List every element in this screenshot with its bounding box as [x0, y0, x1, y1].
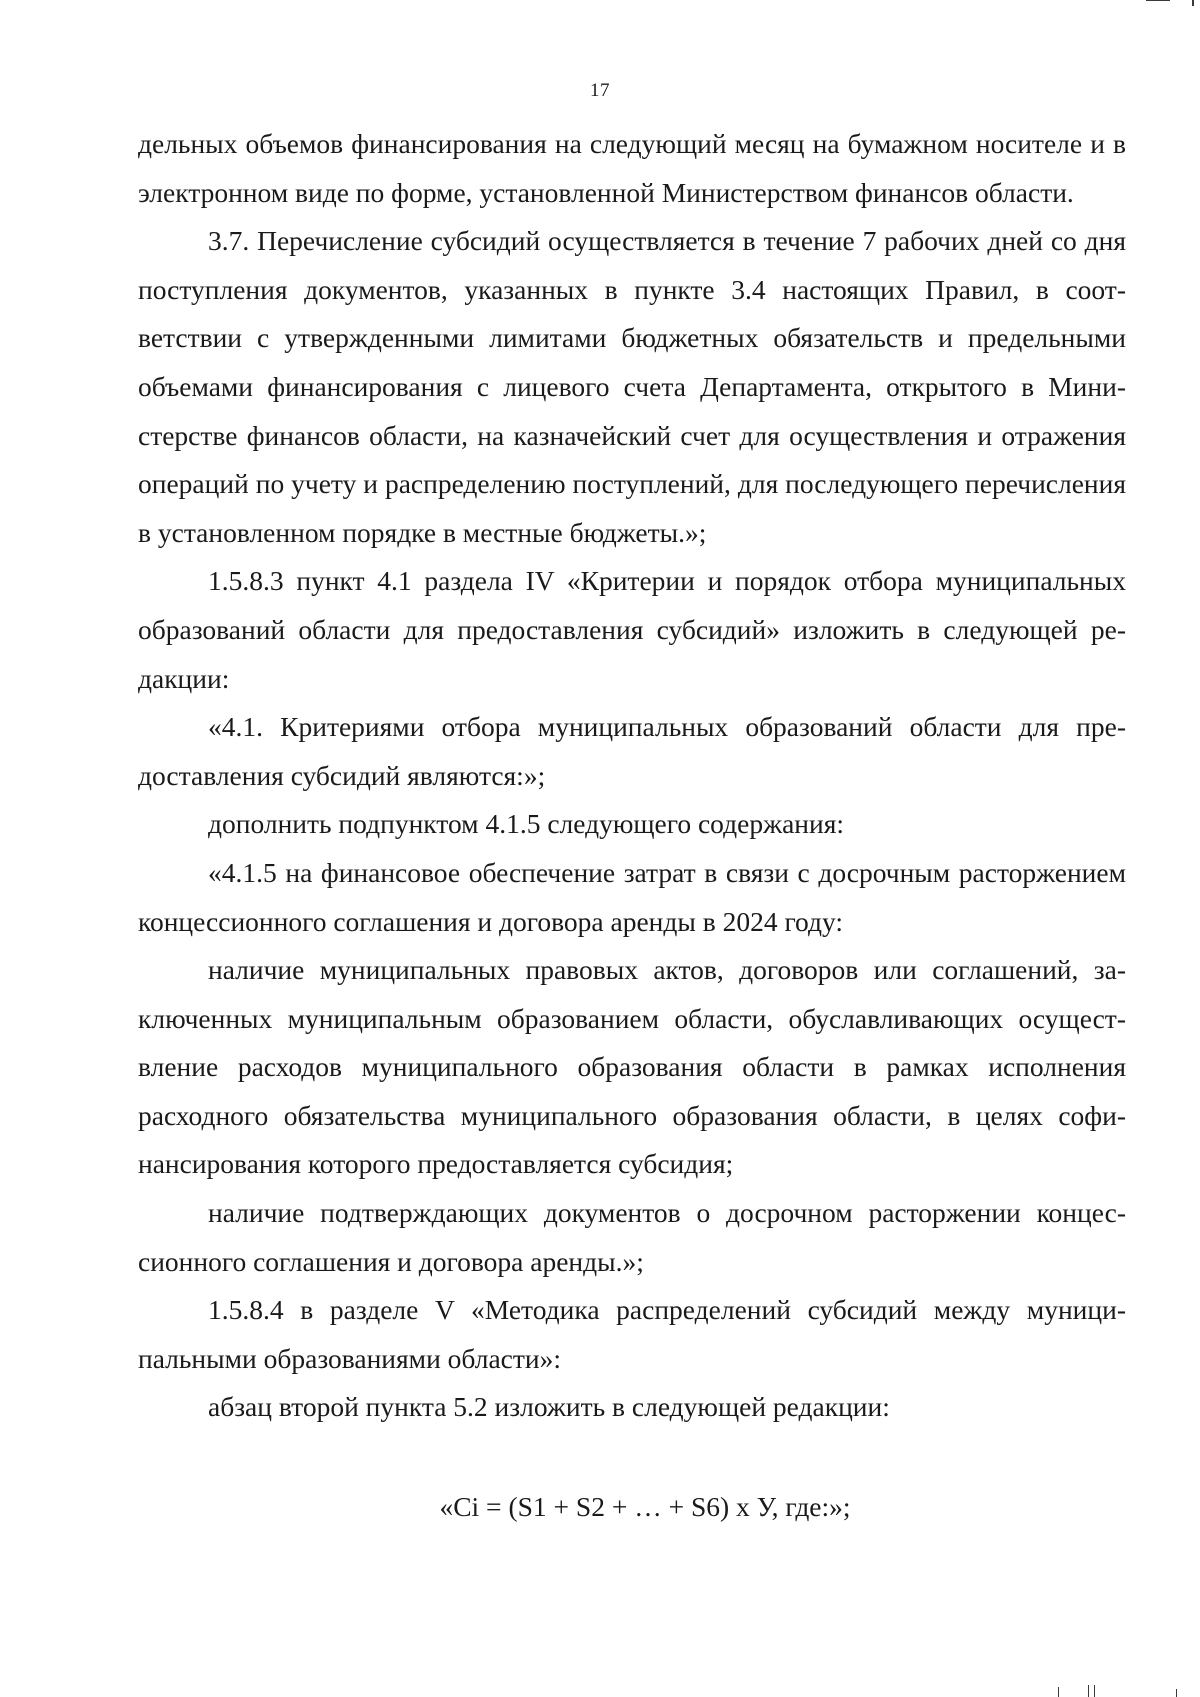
scan-artifact: [1058, 1687, 1059, 1697]
paragraph: «4.1.5 на финансовое обеспечение затрат в связи с досрочным расторжением концессионного соглашения и договора аренды в 2024 году:: [138, 856, 1126, 937]
scan-artifact: [1094, 1685, 1095, 1697]
paragraph: дополнить подпунктом 4.1.5 следующего содержания:: [208, 808, 845, 840]
scan-artifact: [1192, 0, 1194, 6]
paragraph: дельных объемов финансирования на следующий месяц на бумажном носителе и в электронном виде по форме, установленной Министерством финансов области.: [138, 128, 1126, 208]
paragraph: «4.1. Критериями отбора муниципальных образований области для предоставления субсидий являются:»;: [138, 711, 1126, 791]
scan-artifact: [1088, 1685, 1089, 1697]
scan-artifact: [1176, 1689, 1177, 1697]
paragraph: 1.5.8.4 в разделе V «Методика распределений субсидий между муниципальными образованиями области»:: [138, 1294, 1126, 1374]
page-number: 17: [590, 80, 610, 101]
document-body: [138, 120, 1126, 1432]
paragraph: абзац второй пункта 5.2 изложить в следующей редакции:: [208, 1391, 890, 1423]
paragraph: 1.5.8.3 пункт 4.1 раздела IV «Критерии и порядок отбора муниципальных образований области для предоставления субсидий» изложить в следующей редакции:: [138, 565, 1126, 694]
paragraph: наличие муниципальных правовых актов, договоров или соглашений, заключенных муниципальным образованием области, обуславливающих осуществление расходов муниципального образования области в рамках исполнения расходного обязательства муниципального образования области, в целях софинансирования которого предоставляется субсидия;: [138, 954, 1126, 1180]
formula: «Ci = (S1 + S2 + … + S6) х У, где:»;: [439, 1491, 851, 1522]
paragraph: 3.7. Перечисление субсидий осуществляется в течение 7 рабочих дней со дня поступления документов, указанных в пункте 3.4 настоящих Правил, в соответствии с утвержденными лимитами бюджетных обязательств и предельными объемами финансирования с лицевого счета Департамента, открытого в Министерстве финансов области, на казначейский счет для осуществления и отражения операций по учету и распределению поступлений, для последующего перечисления в установленном порядке в местные бюджеты.»;: [138, 225, 1126, 548]
scan-artifact: [1146, 0, 1170, 1]
paragraph: наличие подтверждающих документов о досрочном расторжении концессионного соглашения и договора аренды.»;: [138, 1197, 1126, 1277]
